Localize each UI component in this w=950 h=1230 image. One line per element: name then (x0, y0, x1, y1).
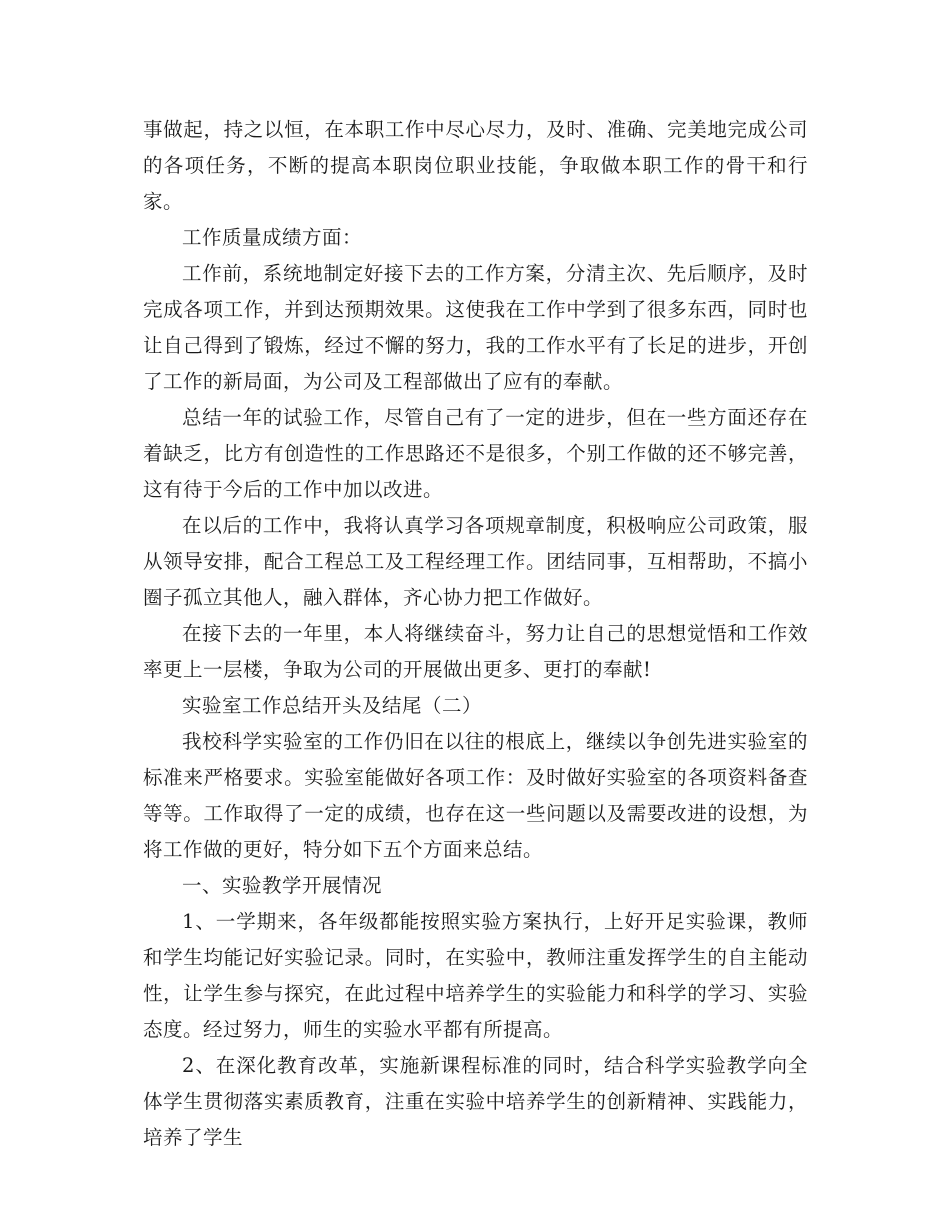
paragraph-11: 2、在深化教育改革，实施新课程标准的同时，结合科学实验教学向全体学生贯彻落实素质教育，注重在实验中培养学生的创新精神、实践能力，培养了学生 (143, 1054, 808, 1149)
paragraph-8: 我校科学实验室的工作仍旧在以往的根底上，继续以争创先进实验室的标准来严格要求。实验室能做好各项工作：及时做好实验室的各项资料备查等等。工作取得了一定的成绩，也存在这一些问题以及需要改进的设想，为将工作做的更好，特分如下五个方面来总结。 (143, 730, 808, 861)
paragraph-3: 工作前，系统地制定好接下去的工作方案，分清主次、先后顺序，及时完成各项工作，并到达预期效果。这使我在工作中学到了很多东西，同时也让自己得到了锻炼，经过不懈的努力，我的工作水平有了长足的进步，开创了工作的新局面，为公司及工程部做出了应有的奉献。 (143, 262, 808, 393)
document-body (143, 112, 808, 1156)
paragraph-5: 在以后的工作中，我将认真学习各项规章制度，积极响应公司政策，服从领导安排，配合工程总工及工程经理工作。团结同事，互相帮助，不搞小圈子孤立其他人，融入群体，齐心协力把工作做好。 (143, 514, 808, 609)
paragraph-2: 工作质量成绩方面： (182, 226, 363, 249)
subheading-1: 一、实验教学开展情况 (182, 874, 383, 897)
paragraph-10: 1、一学期来，各年级都能按照实验方案执行，上好开足实验课，教师和学生均能记好实验记录。同时，在实验中，教师注重发挥学生的自主能动性，让学生参与探究，在此过程中培养学生的实验能力和科学的学习、实验态度。经过努力，师生的实验水平都有所提高。 (143, 910, 808, 1041)
paragraph-6: 在接下去的一年里，本人将继续奋斗，努力让自己的思想觉悟和工作效率更上一层楼，争取为公司的开展做出更多、更打的奉献! (143, 622, 808, 681)
paragraph-4: 总结一年的试验工作，尽管自己有了一定的进步，但在一些方面还存在着缺乏，比方有创造性的工作思路还不是很多，个别工作做的还不够完善，这有待于今后的工作中加以改进。 (143, 406, 808, 501)
section-heading-2: 实验室工作总结开头及结尾（二） (182, 694, 483, 717)
paragraph-1: 事做起，持之以恒，在本职工作中尽心尽力，及时、准确、完美地完成公司的各项任务，不断的提高本职岗位职业技能，争取做本职工作的骨干和行家。 (143, 118, 808, 213)
